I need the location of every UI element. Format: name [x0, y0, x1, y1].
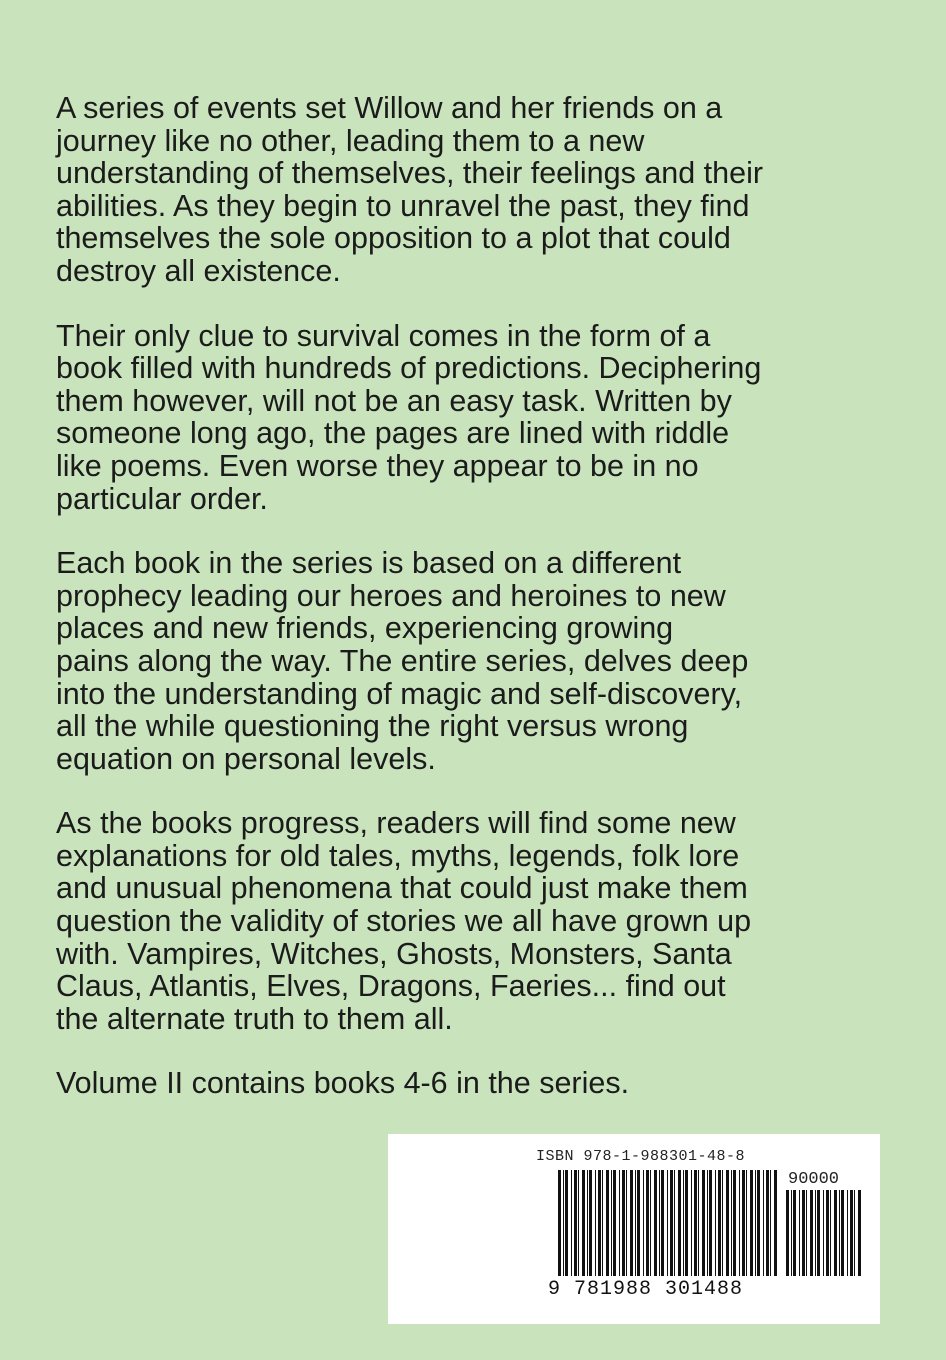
text-line: A series of events set Willow and her friends on a [56, 91, 723, 125]
paragraph-4 [56, 807, 916, 1035]
barcode-addon-code: 90000 [788, 1170, 840, 1189]
barcode-addon-bars-icon [784, 1190, 866, 1276]
text-line: pains along the way. The entire series, delves deep [56, 643, 749, 678]
paragraph-2 [56, 320, 916, 516]
text-line: As the books progress, readers will find some new [56, 806, 736, 841]
text-line: particular order. [56, 481, 268, 516]
text-line: Volume II contains books 4-6 in the series. [56, 1066, 630, 1101]
text-line: journey like no other, leading them to a new [56, 123, 645, 158]
paragraph-3 [56, 547, 916, 775]
text-line: book filled with hundreds of predictions. Deciphering [56, 351, 762, 386]
text-line: Each book in the series is based on a different [56, 546, 682, 581]
text-line: the alternate truth to them all. [56, 1001, 453, 1036]
text-line: them however, will not be an easy task. Written by [56, 383, 732, 418]
ean-digits: 9 781988 301488 [548, 1278, 744, 1301]
text-line: like poems. Even worse they appear to be in no [56, 448, 699, 483]
text-line: with. Vampires, Witches, Ghosts, Monsters, Santa [56, 936, 732, 971]
text-line: into the understanding of magic and self-discovery, [56, 676, 743, 711]
paragraph-1 [56, 92, 916, 288]
text-line: someone long ago, the pages are lined with riddle [56, 416, 730, 451]
text-line: equation on personal levels. [56, 741, 436, 776]
text-line: understanding of themselves, their feelings and their [56, 156, 764, 191]
text-line: and unusual phenomena that could just make them [56, 871, 748, 906]
text-line: explanations for old tales, myths, legends, folk lore [56, 838, 740, 873]
text-line: destroy all existence. [56, 253, 341, 288]
barcode-bars-icon [556, 1170, 778, 1276]
text-line: all the while questioning the right versus wrong [56, 709, 689, 744]
isbn-barcode [388, 1134, 880, 1324]
text-line: abilities. As they begin to unravel the past, they find [56, 188, 750, 223]
back-cover-text [56, 92, 916, 1132]
text-line: Their only clue to survival comes in the form of a [56, 318, 711, 353]
paragraph-5 [56, 1067, 916, 1100]
text-line: question the validity of stories we all have grown up [56, 904, 752, 939]
text-line: themselves the sole opposition to a plot that could [56, 221, 731, 256]
text-line: Claus, Atlantis, Elves, Dragons, Faeries... find out [56, 969, 726, 1004]
text-line: places and new friends, experiencing growing [56, 611, 674, 646]
text-line: prophecy leading our heroes and heroines to new [56, 578, 726, 613]
isbn-label: ISBN 978-1-988301-48-8 [536, 1148, 746, 1165]
